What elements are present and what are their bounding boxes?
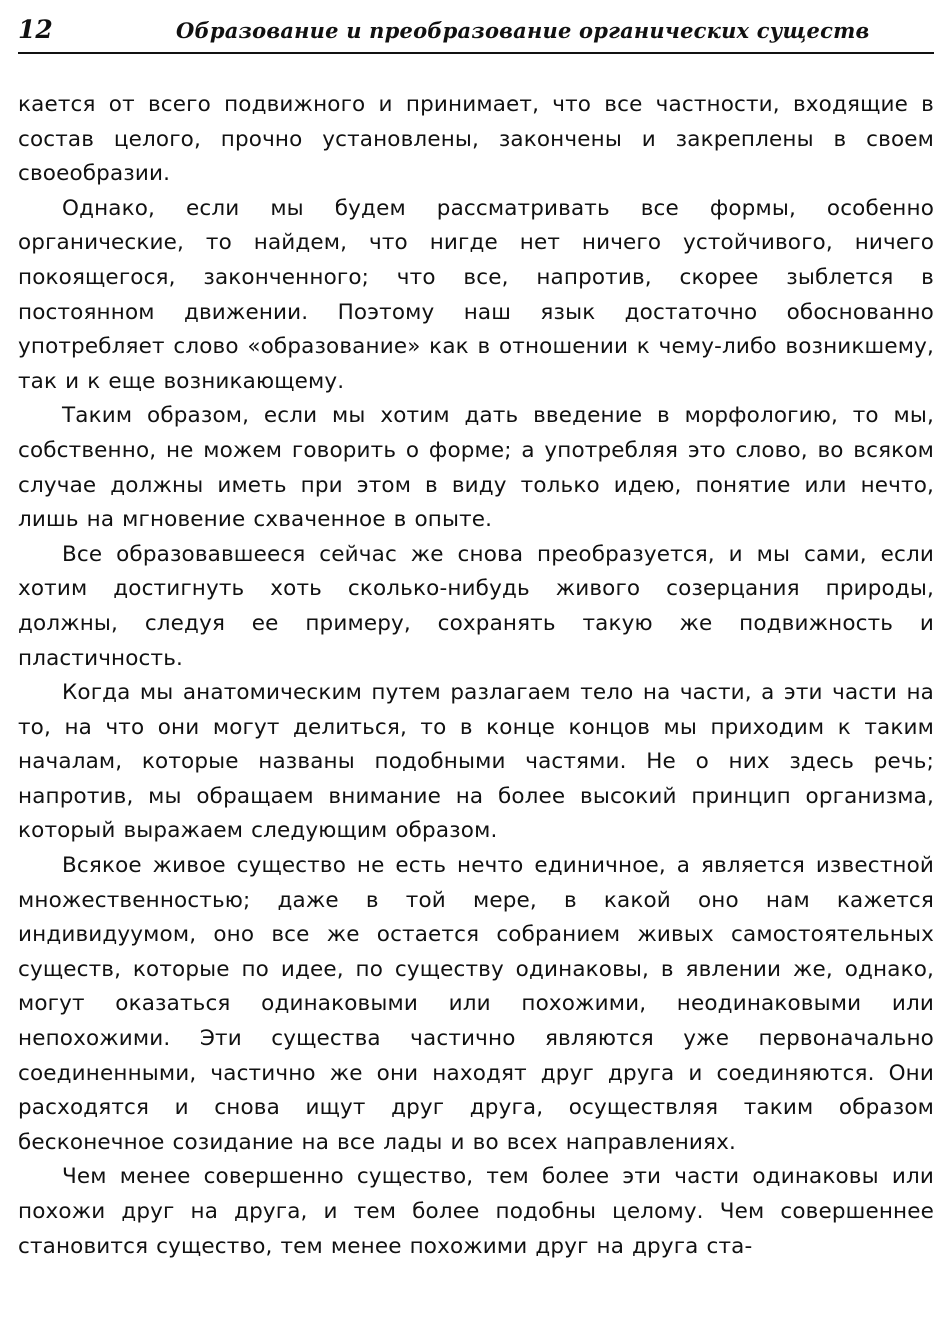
paragraph: Чем менее совершенно существо, тем более эти части одинаковы или похожи друг на друга, и тем более подобны целому. Чем совершеннее становится существо, тем менее похожими друг на друга ста- bbox=[18, 1164, 934, 1259]
paragraph: Всякое живое существо не есть нечто единичное, а является известной множественностью; даже в той мере, в какой оно нам кажется индивидуумом, оно все же остается собранием живых самостоятельных существ, которые по идее, по существу одинаковы, в явлении же, однако, могут оказаться одинаковыми или похожими, неодинаковыми или непохожими. Эти существа частично являются уже первоначально соединенными, частично же они находят друг друга и соединяются. Они расходятся и снова ищут друг друга, осуществляя таким образом бесконечное созидание на все лады и во всех направлениях. bbox=[18, 853, 934, 1155]
paragraph: Все образовавшееся сейчас же снова преобразуется, и мы сами, если хотим достигнуть хоть сколько-нибудь живого созерцания природы, должны, следуя ее примеру, сохранять такую же подвижность и пластичность. bbox=[18, 541, 934, 671]
paragraph-continuation: кается от всего подвижного и принимает, что все частности, входящие в состав целого, прочно установлены, закончены и закреплены в своем своеобразии. bbox=[18, 92, 934, 187]
running-header-title: Образование и преобразование органических существ bbox=[176, 18, 870, 43]
paragraph: Таким образом, если мы хотим дать введение в морфологию, то мы, собственно, не можем говорить о форме; а употребляя это слово, во всяком случае должны иметь при этом в виду только идею, понятие или нечто, лишь на мгновение схваченное в опыте. bbox=[18, 403, 934, 533]
body-text bbox=[18, 88, 934, 1264]
paragraph: Когда мы анатомическим путем разлагаем тело на части, а эти части на то, на что они могут делиться, то в конце концов мы приходим к таким началам, которые названы подобными частями. Не о них здесь речь; напротив, мы обращаем внимание на более высокий принцип организма, который выражаем следующим образом. bbox=[18, 680, 934, 844]
running-header bbox=[18, 6, 934, 54]
paragraph: Однако, если мы будем рассматривать все формы, особенно органические, то найдем, что нигде нет ничего устойчивого, ничего покоящегося, законченного; что все, напротив, скорее зыблется в постоянном движении. Поэтому наш язык достаточно обоснованно употребляет слово «образование» как в отношении к чему-либо возникшему, так и к еще возникающему. bbox=[18, 195, 934, 394]
page-number: 12 bbox=[18, 15, 53, 44]
